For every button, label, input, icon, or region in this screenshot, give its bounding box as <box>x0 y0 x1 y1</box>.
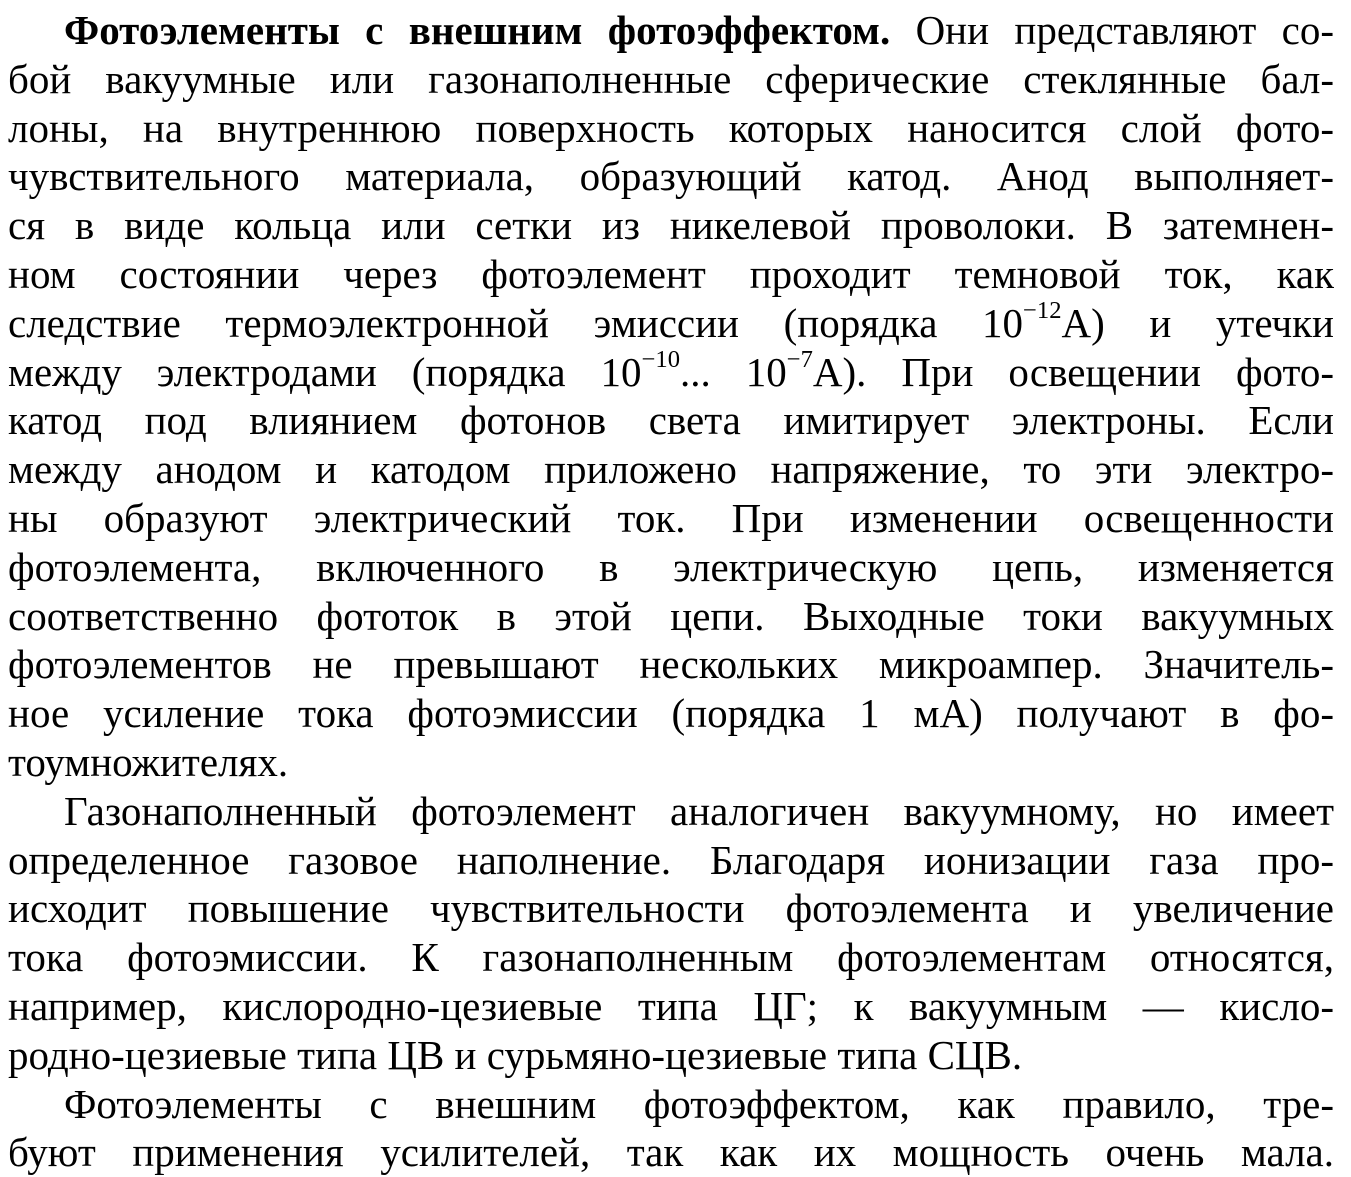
text-line: фотоэлемента, включенного в электрическую цепь, изменяется <box>8 543 1334 590</box>
text-line: соответственно фототок в этой цепи. Выходные токи вакуумных <box>8 592 1334 639</box>
text-line: катод под влиянием фотонов света имитирует электроны. Если <box>8 397 1334 444</box>
text-fragment: А). При освещении фото- <box>812 348 1334 395</box>
text-line: бой вакуумные или газонаполненные сферические стеклянные бал- <box>8 55 1334 102</box>
text-fragment: А) и утечки <box>1061 299 1334 346</box>
text-line: буют применения усилителей, так как их мощность очень мала. <box>8 1129 1334 1176</box>
text-line: родно-цезиевые типа ЦВ и сурьмяно-цезиевые типа СЦВ. <box>8 1031 1023 1078</box>
text-line: между анодом и катодом приложено напряжение, то эти электро- <box>8 446 1334 493</box>
text-line: ном состоянии через фотоэлемент проходит темновой ток, как <box>8 250 1334 297</box>
exponent: −12 <box>1023 298 1062 325</box>
text-line <box>8 6 1334 55</box>
text-fragment: следствие термоэлектронной эмиссии (порядка 10 <box>8 299 1024 346</box>
text-fragment: ... 10 <box>680 348 787 395</box>
section-heading: Фотоэлементы с внешним фотоэффектом. <box>64 7 891 53</box>
paragraph-2 <box>8 787 1334 1080</box>
text-line: чувствительного материала, образующий катод. Анод выполняет- <box>8 153 1334 200</box>
text-line: исходит повышение чувствительности фотоэлемента и увеличение <box>8 885 1334 932</box>
text-line: Газонаполненный фотоэлемент аналогичен вакуумному, но имеет <box>64 787 1334 834</box>
exponent: −10 <box>641 347 681 374</box>
text-line: ны образуют электрический ток. При изменении освещенности <box>8 494 1334 541</box>
document-page <box>8 6 1334 1176</box>
paragraph-3 <box>8 1080 1334 1177</box>
text-line: лоны, на внутреннюю поверхность которых наносится слой фото- <box>8 104 1334 151</box>
text-line: Фотоэлементы с внешним фотоэффектом, как правило, тре- <box>64 1080 1334 1127</box>
text-fragment: между электродами (порядка 10 <box>8 348 642 395</box>
text-line: определенное газовое наполнение. Благодаря ионизации газа про- <box>8 836 1334 883</box>
text-line: ся в виде кольца или сетки из никелевой проволоки. В затемнен- <box>8 202 1334 249</box>
text-line: фотоэлементов не превышают нескольких микроампер. Значитель- <box>8 641 1334 688</box>
text-line <box>8 299 1334 348</box>
exponent: −7 <box>786 347 813 374</box>
text-line: например, кислородно-цезиевые типа ЦГ; к вакуумным — кисло- <box>8 982 1334 1029</box>
text-fragment: Они представляют со- <box>890 7 1334 53</box>
text-line: тоумножителях. <box>8 738 289 785</box>
text-line: тока фотоэмиссии. К газонаполненным фотоэлементам относятся, <box>8 934 1334 981</box>
paragraph-1 <box>8 6 1334 787</box>
text-line <box>8 348 1334 397</box>
text-line: ное усиление тока фотоэмиссии (порядка 1 мА) получают в фо- <box>8 690 1334 737</box>
